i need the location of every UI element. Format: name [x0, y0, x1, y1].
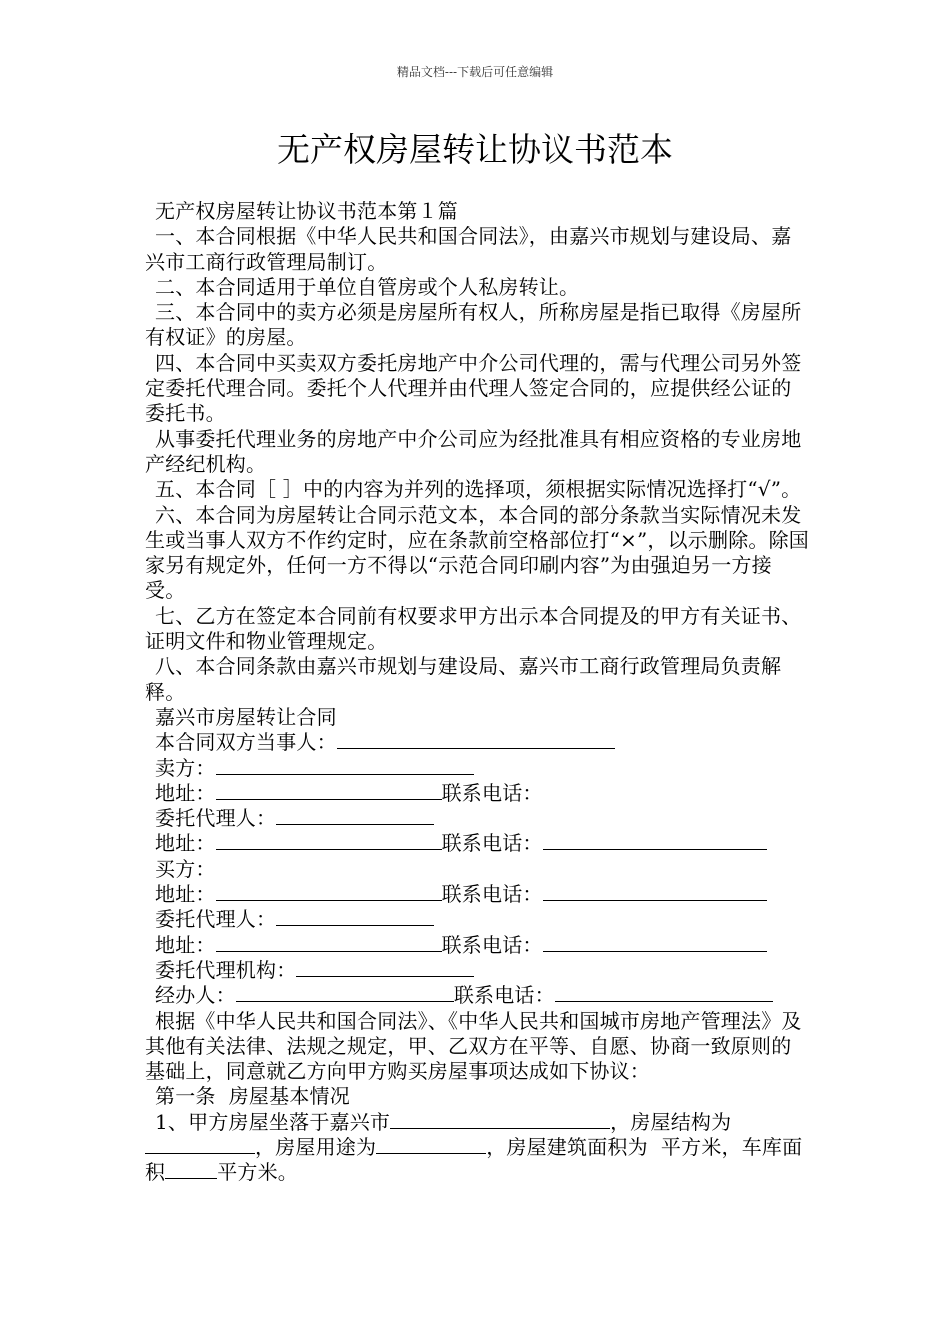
- form-line-buyer-agent-address: 地址： 联系电话：: [145, 933, 810, 958]
- document-title: 无产权房屋转让协议书范本: [277, 130, 673, 169]
- blank-field[interactable]: [145, 1135, 255, 1154]
- blank-field[interactable]: [376, 1135, 486, 1154]
- form-line-seller: 卖方：: [145, 756, 810, 781]
- blank-field[interactable]: [216, 831, 442, 850]
- blank-field[interactable]: [390, 1110, 610, 1129]
- header-note: 精品文档---下载后可任意编辑: [396, 65, 554, 79]
- blank-field[interactable]: [165, 1160, 217, 1179]
- form-line-seller-address: 地址： 联系电话：: [155, 780, 543, 805]
- form-line-buyer: 买方：: [155, 856, 216, 881]
- paragraph: 从事委托代理业务的房地产中介公司应为经批准具有相应资格的专业房地产经纪机构。: [145, 426, 802, 476]
- blank-field[interactable]: [276, 907, 434, 926]
- document-body: [145, 199, 810, 1186]
- form-line-buyer-address: 地址： 联系电话：: [145, 882, 810, 907]
- blank-field[interactable]: [216, 756, 474, 775]
- paragraph: 八、本合同条款由嘉兴市规划与建设局、嘉兴市工商行政管理局负责解释。: [145, 654, 782, 704]
- blank-field[interactable]: [276, 806, 434, 825]
- blank-field[interactable]: [543, 831, 767, 850]
- form-line-agency: 委托代理机构：: [145, 958, 810, 983]
- blank-field[interactable]: [216, 933, 442, 952]
- blank-field[interactable]: [555, 983, 773, 1002]
- blank-field[interactable]: [216, 882, 442, 901]
- form-line-seller-agent: 委托代理人：: [145, 806, 810, 831]
- paragraph: 二、本合同适用于单位自管房或个人私房转让。: [155, 274, 580, 299]
- paragraph: 根据《中华人民共和国合同法》、《中华人民共和国城市房地产管理法》及其他有关法律、法规之规定，甲、乙双方在平等、自愿、协商一致原则的基础上，同意就乙方向甲方购买房屋事项达成如下协议：: [145, 1008, 802, 1084]
- paragraph: 一、本合同根据《中华人民共和国合同法》，由嘉兴市规划与建设局、嘉兴市工商行政管理局制订。: [145, 224, 792, 274]
- paragraph: 四、本合同中买卖双方委托房地产中介公司代理的，需与代理公司另外签定委托代理合同。委托个人代理并由代理人签定合同的，应提供经公证的委托书。: [145, 350, 802, 426]
- paragraph: 三、本合同中的卖方必须是房屋所有权人，所称房屋是指已取得《房屋所有权证》的房屋。: [145, 300, 802, 350]
- form-line-handler: 经办人： 联系电话：: [145, 983, 810, 1008]
- form-line-buyer-agent: 委托代理人：: [145, 907, 810, 932]
- form-paragraph-property: 1、甲方房屋坐落于嘉兴市 ，房屋结构为，房屋用途为 ，房屋建筑面积为 平方米，车库面积 平方米。: [145, 1109, 803, 1185]
- form-line-seller-agent-address: 地址： 联系电话：: [145, 831, 810, 856]
- blank-field[interactable]: [543, 882, 767, 901]
- paragraph: 七、乙方在签定本合同前有权要求甲方出示本合同提及的甲方有关证书、证明文件和物业管理规定。: [145, 603, 802, 654]
- paragraph: 五、本合同［ ］中的内容为并列的选择项，须根据实际情况选择打“√”。: [155, 477, 802, 502]
- blank-field[interactable]: [337, 730, 615, 749]
- section-heading: 无产权房屋转让协议书范本第１篇: [155, 199, 458, 223]
- blank-field[interactable]: [216, 781, 442, 800]
- blank-field[interactable]: [236, 983, 454, 1002]
- blank-field[interactable]: [296, 958, 474, 977]
- contract-heading: 嘉兴市房屋转让合同: [155, 704, 337, 729]
- form-line-parties: 本合同双方当事人：: [145, 730, 810, 755]
- paragraph: 六、本合同为房屋转让合同示范文本，本合同的部分条款当实际情况未发生或当事人双方不作约定时，应在条款前空格部位打“×”，以示删除。除国家另有规定外，任何一方不得以“示范合同印刷内容”为由强迫另一方接受。: [145, 502, 810, 603]
- blank-field[interactable]: [543, 933, 767, 952]
- article-heading: 第一条 房屋基本情况: [155, 1084, 350, 1109]
